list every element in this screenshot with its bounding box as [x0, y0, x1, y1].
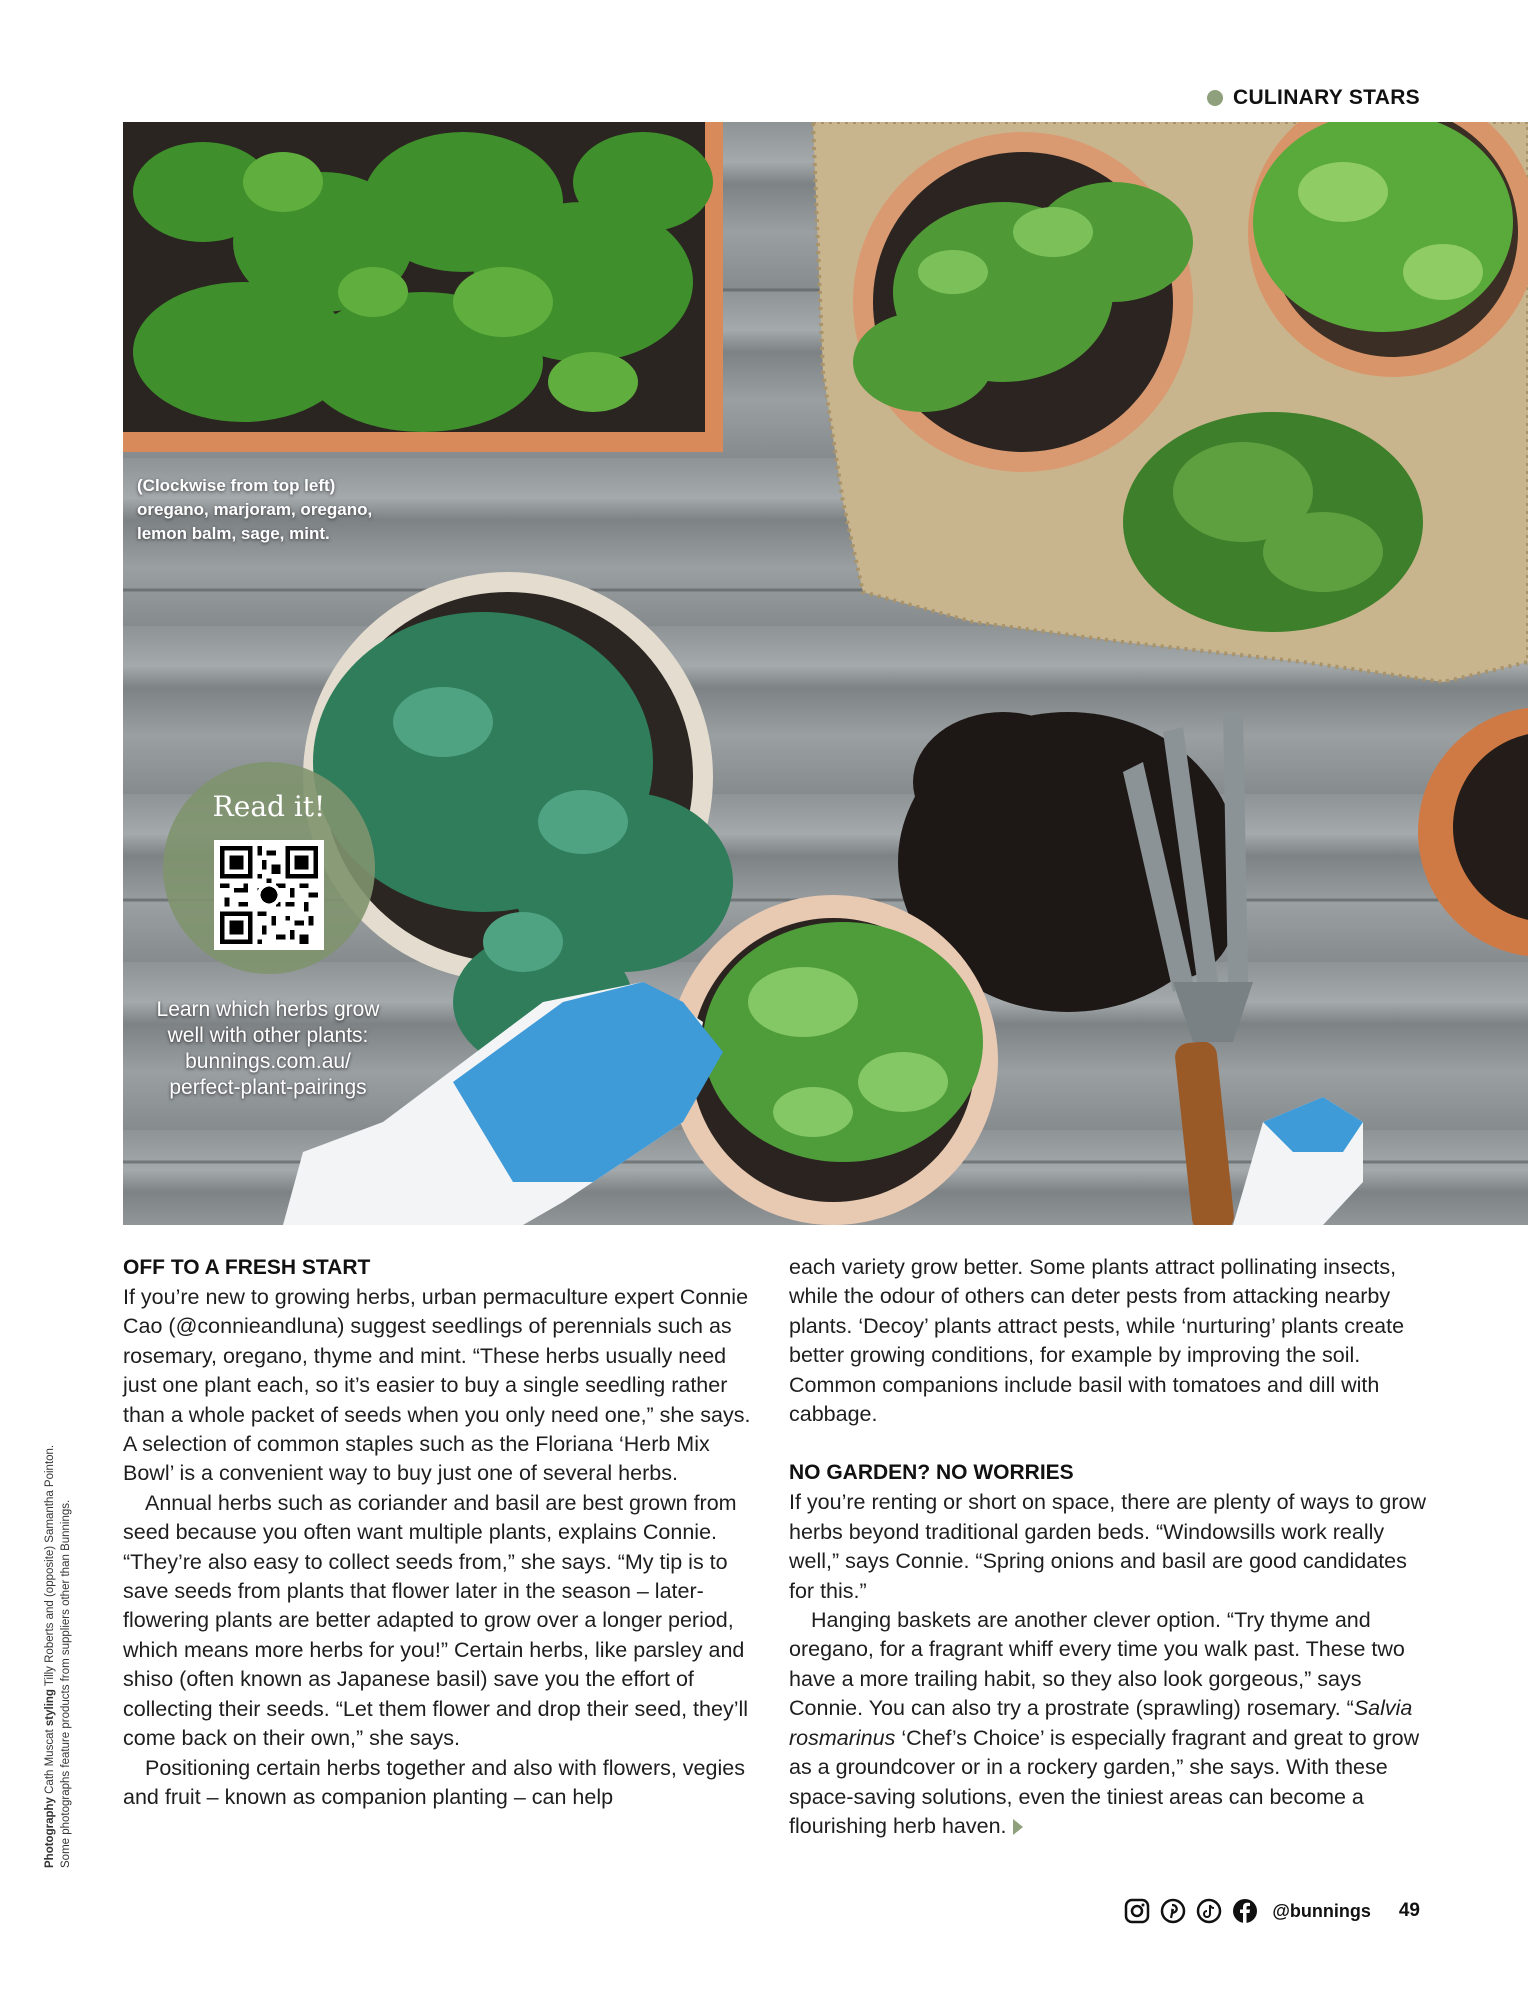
body-text: Hanging baskets are another clever option. “Try thyme and oregano, for a fragrant whiff every time you walk past. These two have a more trailing habit, so they also look gorgeous,” says Connie. You can also try a prostrate (sprawling) rosemary. “ [789, 1608, 1405, 1721]
section-heading: NO GARDEN? NO WORRIES [789, 1461, 1074, 1485]
page-footer [1124, 1898, 1420, 1924]
qr-code-icon[interactable] [214, 840, 324, 950]
social-handle[interactable]: @bunnings [1272, 1900, 1371, 1921]
photo-caption [137, 474, 427, 546]
body-text: ‘Chef’s Choice’ is especially fragrant and great to grow as a groundcover or in a rockery garden,” she says. With these space-saving solutions, even the tiniest areas can become a flourishing herb haven. [789, 1725, 1420, 1838]
body-paragraph: Positioning certain herbs together and also with flowers, vegies and fruit – known as companion planting – can help [123, 1755, 745, 1809]
article-column-left [123, 1253, 763, 1812]
read-it-text-line: Learn which herbs grow [156, 998, 380, 1021]
read-it-text-line: well with other plants: [167, 1024, 369, 1047]
body-paragraph [789, 1606, 1429, 1841]
section-dot-icon [1207, 90, 1223, 106]
body-paragraph: If you’re renting or short on space, there are plenty of ways to grow herbs beyond traditional garden beds. “Windowsills work really well,” says Connie. “Spring onions and basil are good candidates for this.” [789, 1490, 1426, 1603]
section-heading: OFF TO A FRESH START [123, 1256, 371, 1279]
pinterest-icon[interactable] [1160, 1898, 1186, 1924]
read-it-text [143, 997, 393, 1101]
page-number: 49 [1398, 1900, 1420, 1921]
read-it-badge [163, 762, 375, 974]
read-it-title: Read it! [212, 790, 326, 823]
body-paragraph: each variety grow better. Some plants attract pollinating insects, while the odour of others can deter pests from attacking nearby plants. ‘Decoy’ plants attract pests, while ‘nurturing’ plants create better growing conditions, for example by improving the soil. Common companions include basil with tomatoes and dill with cabbage. [789, 1255, 1405, 1427]
end-mark-icon [1013, 1819, 1023, 1835]
botanical-name: Salvia rosmarinus [789, 1696, 1413, 1750]
facebook-icon[interactable] [1232, 1898, 1258, 1924]
photo-credit-label: Photography [44, 1797, 56, 1868]
section-label: CULINARY STARS [1233, 86, 1420, 109]
photo-caption-line: lemon balm, sage, mint. [137, 524, 330, 543]
photo-credit-line [42, 1308, 58, 1868]
photo-caption-line: (Clockwise from top left) [137, 476, 336, 495]
styling-credit-label: styling [44, 1689, 56, 1727]
tiktok-icon[interactable] [1196, 1898, 1222, 1924]
section-tag [1207, 86, 1420, 110]
article-column-right [789, 1253, 1429, 1841]
supplier-note: Some photographs feature products from suppliers other than Bunnings. [60, 1499, 72, 1868]
body-paragraph: If you’re new to growing herbs, urban permaculture expert Connie Cao (@connieandluna) suggest seedlings of perennials such as rosemary, oregano, thyme and mint. “These herbs usually need just one plant each, so it’s easier to buy a single seedling rather than a whole packet of seeds when you only need one,” she says. A selection of common staples such as the Floriana ‘Herb Mix Bowl’ is a convenient way to buy just one of several herbs. [123, 1285, 751, 1486]
instagram-icon[interactable] [1124, 1898, 1150, 1924]
photo-caption-line: oregano, marjoram, oregano, [137, 500, 373, 519]
read-it-link-line[interactable]: perfect-plant-pairings [169, 1076, 367, 1099]
photo-credit-names: Cath Muscat [44, 1726, 56, 1798]
styling-credit-names: Tilly Roberts and (opposite) Samantha Pointon. [44, 1444, 56, 1690]
body-paragraph: Annual herbs such as coriander and basil are best grown from seed because you often want multiple plants, explains Connie. “They’re also easy to collect seeds from,” she says. “My tip is to save seeds from plants that flower later in the season – later-flowering plants are better adapted to grow over a longer period, which means more herbs for you!” Certain herbs, like parsley and shiso (often known as Japanese basil) save you the effort of collecting their seeds. “Let them flower and drop their seed, they’ll come back on their own,” she says. [123, 1490, 749, 1751]
herbs-photo [123, 122, 1528, 1225]
read-it-link-line[interactable]: bunnings.com.au/ [185, 1050, 351, 1073]
photo-credit [42, 1308, 74, 1868]
